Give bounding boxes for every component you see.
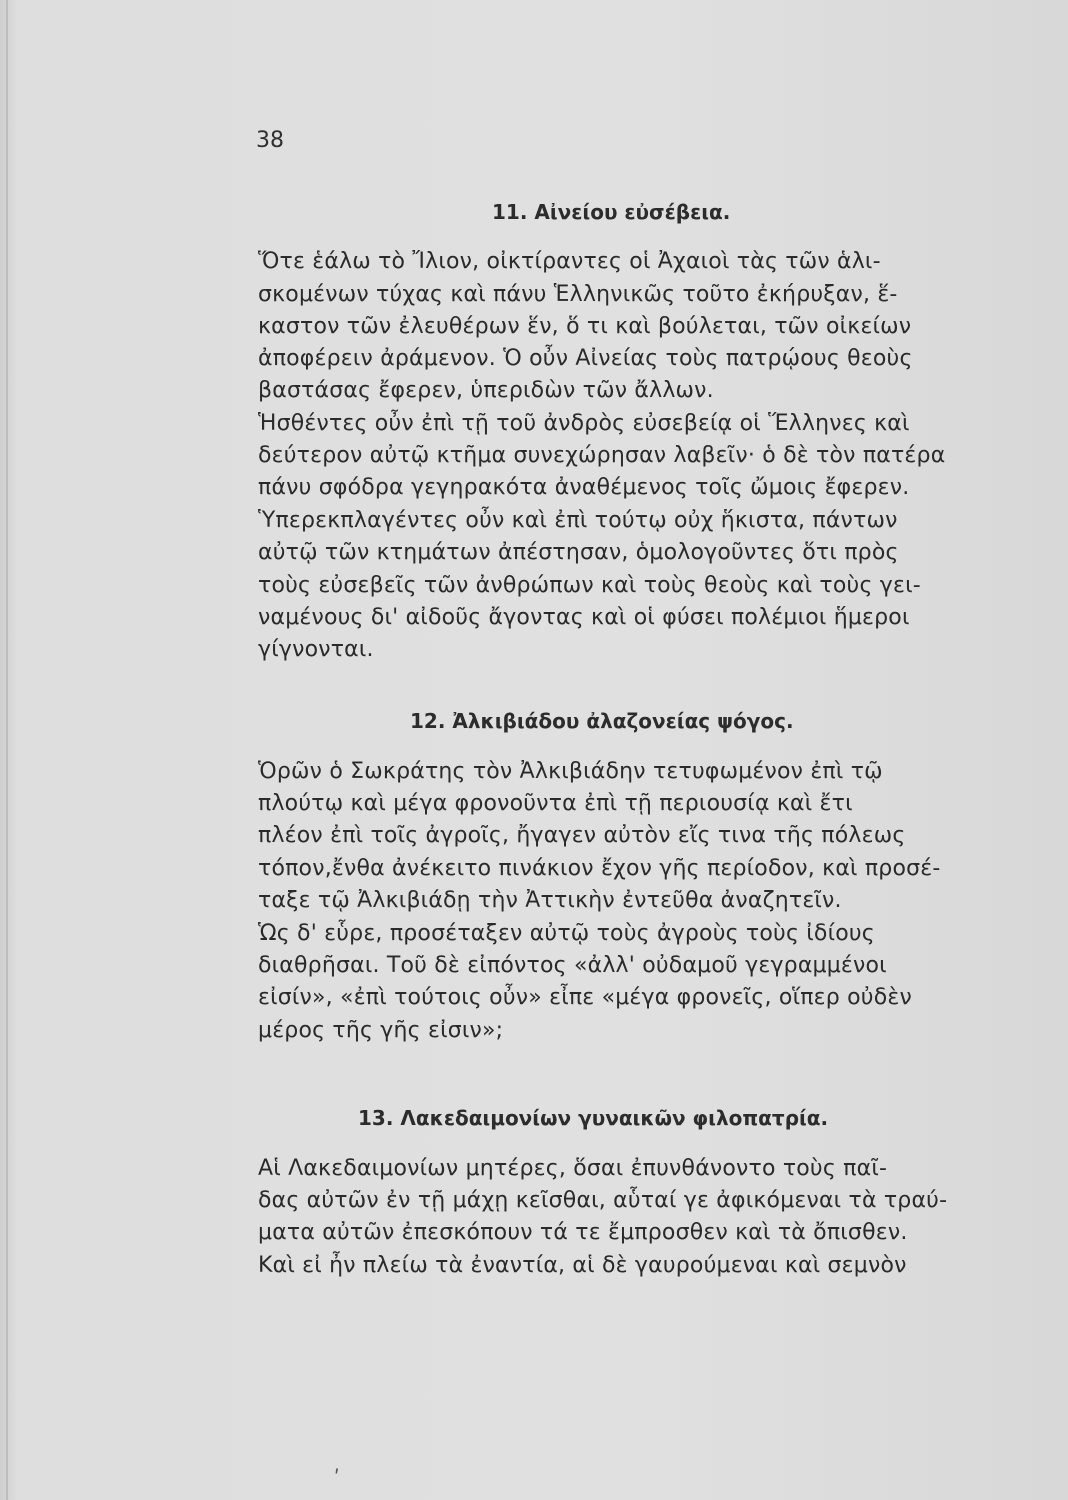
text-line: ματα αὐτῶν ἐπεσκόπουν τά τε ἔμπροσθεν καὶ τὰ ὄπισθεν. [258, 1220, 908, 1245]
page-edge [6, 0, 8, 1500]
text-line: πλέον ἐπὶ τοῖς ἀγροῖς, ἤγαγεν αὐτὸν εἴς τινα τῆς πόλεως [258, 823, 906, 848]
text-line: καστον τῶν ἐλευθέρων ἕν, ὅ τι καὶ βούλεται, τῶν οἰκείων [258, 314, 912, 339]
text-line: Ἡσθέντες οὖν ἐπὶ τῇ τοῦ ἀνδρὸς εὐσεβείᾳ οἱ Ἕλληνες καὶ [258, 411, 910, 436]
text-line: ναμένους δι' αἰδοῦς ἄγοντας καὶ οἱ φύσει πολέμιοι ἥμεροι [258, 605, 910, 630]
section-heading-12: 12. Ἀλκιβιάδου ἀλαζονείας ψόγος. [410, 709, 794, 733]
text-line: εἰσίν», «ἐπὶ τούτοις οὖν» εἶπε «μέγα φρονεῖς, οἵπερ οὐδὲν [258, 985, 912, 1010]
text-line: τοὺς εὐσεβεῖς τῶν ἀνθρώπων καὶ τοὺς θεοὺς καὶ τοὺς γει- [258, 573, 921, 598]
text-line: Αἱ Λακεδαιμονίων μητέρες, ὅσαι ἐπυνθάνοντο τοὺς παῖ- [258, 1156, 888, 1181]
text-line: τόπον,ἔνθα ἀνέκειτο πινάκιον ἔχον γῆς περίοδον, καὶ προσέ- [258, 856, 941, 881]
text-line: βαστάσας ἔφερεν, ὑπεριδὼν τῶν ἄλλων. [258, 378, 714, 403]
text-line: δας αὐτῶν ἐν τῇ μάχῃ κεῖσθαι, αὗταί γε ἀφικόμεναι τὰ τραύ- [258, 1188, 948, 1213]
text-line: διαθρῆσαι. Τοῦ δὲ εἰπόντος «ἀλλ' οὐδαμοῦ γεγραμμένοι [258, 953, 887, 978]
text-line: πλούτῳ καὶ μέγα φρονοῦντα ἐπὶ τῇ περιουσίᾳ καὶ ἔτι [258, 791, 853, 816]
text-line: ἀποφέρειν ἀράμενον. Ὁ οὖν Αἰνείας τοὺς πατρῴους θεοὺς [258, 346, 913, 371]
section-heading-11: 11. Αἰνείου εὐσέβεια. [492, 200, 731, 224]
text-line: Ὡς δ' εὗρε, προσέταξεν αὐτῷ τοὺς ἀγροὺς τοὺς ἰδίους [258, 921, 875, 946]
text-line: γίγνονται. [258, 637, 374, 662]
section-heading-13: 13. Λακεδαιμονίων γυναικῶν φιλοπατρία. [358, 1106, 829, 1130]
page-number: 38 [256, 128, 284, 153]
ink-speck: ʹ [334, 1466, 340, 1490]
text-line: σκομένων τύχας καὶ πάνυ Ἑλληνικῶς τοῦτο ἐκήρυξαν, ἕ- [258, 282, 898, 307]
text-line: Καὶ εἰ ἦν πλείω τὰ ἐναντία, αἱ δὲ γαυρούμεναι καὶ σεμνὸν [258, 1253, 907, 1278]
text-line: ταξε τῷ Ἀλκιβιάδῃ τὴν Ἀττικὴν ἐντεῦθα ἀναζητεῖν. [258, 888, 842, 913]
text-line: μέρος τῆς γῆς εἰσιν»; [258, 1018, 504, 1043]
text-line: αὐτῷ τῶν κτημάτων ἀπέστησαν, ὁμολογοῦντες ὅτι πρὸς [258, 540, 899, 565]
text-line: Ὑπερεκπλαγέντες οὖν καὶ ἐπὶ τούτῳ οὐχ ἥκιστα, πάντων [258, 508, 898, 533]
text-line: Ὅτε ἑάλω τὸ Ἴλιον, οἰκτίραντες οἱ Ἀχαιοὶ τὰς τῶν ἁλι- [258, 249, 881, 274]
text-line: πάνυ σφόδρα γεγηρακότα ἀναθέμενος τοῖς ὤμοις ἔφερεν. [258, 475, 910, 500]
text-line: δεύτερον αὐτῷ κτῆμα συνεχώρησαν λαβεῖν· ὁ δὲ τὸν πατέρα [258, 443, 946, 468]
text-line: Ὁρῶν ὁ Σωκράτης τὸν Ἀλκιβιάδην τετυφωμένον ἐπὶ τῷ [258, 759, 883, 784]
